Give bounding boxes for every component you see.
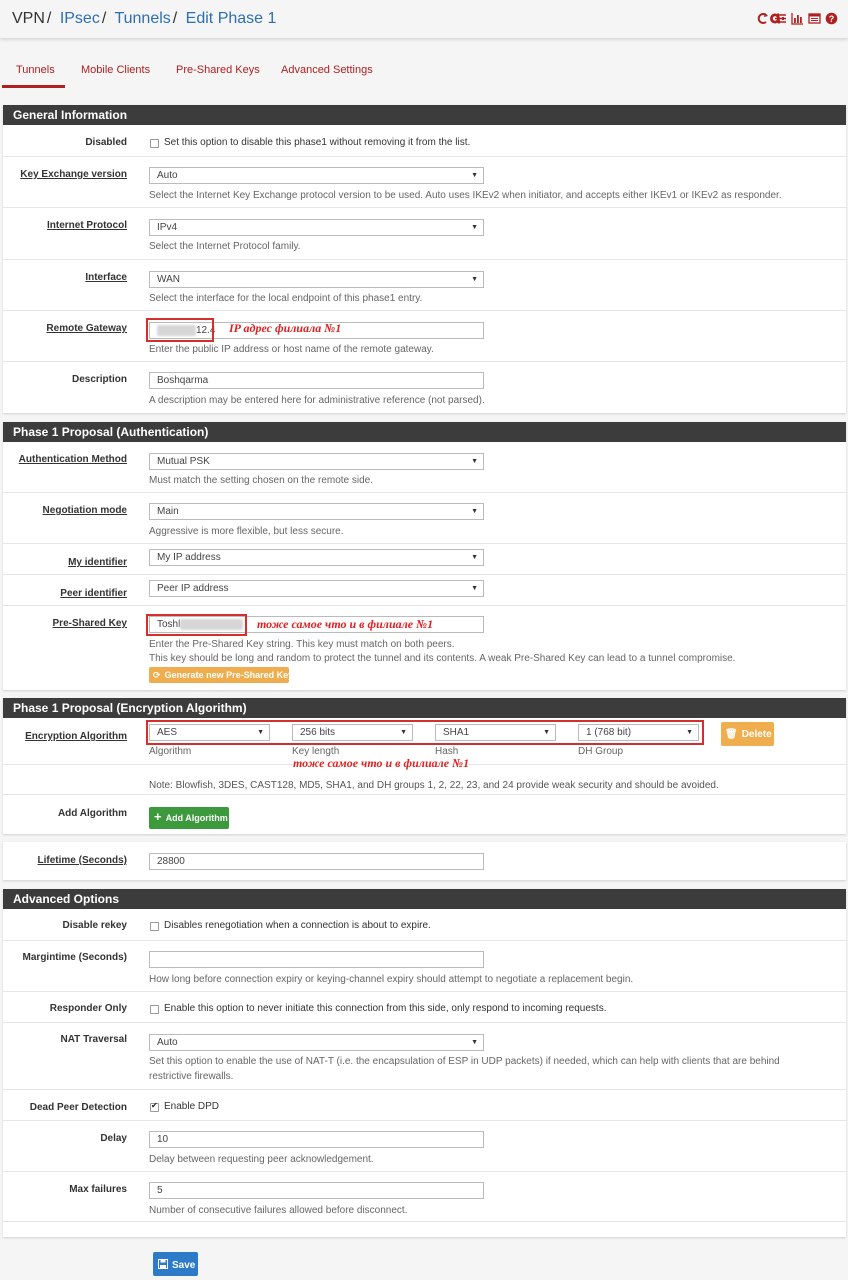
breadcrumb-ipsec[interactable]: IPsec bbox=[59, 10, 100, 27]
description-help: A description may be entered here for administrative reference (not parsed). bbox=[149, 395, 485, 406]
interface-label: Interface bbox=[85, 272, 127, 283]
max-failures-help: Number of consecutive failures allowed before disconnect. bbox=[149, 1205, 408, 1216]
disable-rekey-label: Disable rekey bbox=[62, 920, 127, 931]
responder-only-label: Responder Only bbox=[49, 1003, 127, 1014]
dh-group-value: 1 (768 bit) bbox=[586, 727, 632, 738]
gateway-annotation: IP адрес филиала №1 bbox=[229, 321, 342, 335]
my-identifier-label: My identifier bbox=[68, 557, 127, 568]
chevron-down-icon: ▼ bbox=[400, 729, 407, 736]
chevron-down-icon: ▼ bbox=[471, 1039, 478, 1046]
description-value: Boshqarma bbox=[157, 375, 209, 386]
delete-label: Delete bbox=[741, 729, 772, 740]
encryption-note: Note: Blowfish, 3DES, CAST128, MD5, SHA1, and DH groups 1, 2, 22, 23, and 24 provide weak security and should be avoided. bbox=[149, 780, 719, 791]
ip-select[interactable] bbox=[149, 219, 484, 236]
chevron-down-icon: ▼ bbox=[543, 729, 550, 736]
disable-rekey-checkbox[interactable] bbox=[150, 922, 159, 931]
tab-bar bbox=[0, 60, 848, 90]
add-algorithm-label: Add Algorithm bbox=[57, 808, 127, 819]
dpd-checkbox[interactable] bbox=[150, 1103, 159, 1112]
row-disable-rekey bbox=[3, 909, 846, 941]
lifetime-input[interactable] bbox=[149, 853, 484, 870]
restart-service-icon[interactable] bbox=[757, 12, 770, 25]
margintime-help: How long before connection expiry or keying-channel expiry should attempt to negotiate a replacement begin. bbox=[149, 974, 634, 985]
lifetime-label: Lifetime (Seconds) bbox=[37, 855, 127, 866]
disable-rekey-text: Disables renegotiation when a connection is about to expire. bbox=[164, 920, 431, 931]
tab-advanced-settings[interactable]: Advanced Settings bbox=[281, 64, 373, 76]
description-input[interactable] bbox=[149, 372, 484, 389]
top-bar bbox=[0, 0, 848, 39]
chevron-down-icon: ▼ bbox=[257, 729, 264, 736]
disabled-text: Set this option to disable this phase1 without removing it from the list. bbox=[164, 137, 471, 148]
breadcrumb: VPN / IPsec / Tunnels / Edit Phase 1 bbox=[12, 10, 277, 27]
row-delay bbox=[3, 1121, 846, 1172]
peer-identifier-label: Peer identifier bbox=[60, 588, 127, 599]
delay-input[interactable] bbox=[149, 1131, 484, 1148]
floppy-disk-icon bbox=[158, 1259, 168, 1271]
nat-traversal-help-1: Set this option to enable the use of NAT-T (i.e. the encapsulation of ESP in UDP packets) if needed, which can help with clients that are behind bbox=[149, 1056, 780, 1067]
chevron-down-icon: ▼ bbox=[471, 172, 478, 179]
chevron-down-icon: ▼ bbox=[471, 276, 478, 283]
settings-sliders-icon[interactable] bbox=[774, 12, 787, 25]
margintime-label: Margintime (Seconds) bbox=[22, 952, 127, 963]
row-encryption-algorithm bbox=[3, 718, 846, 770]
lifetime-value: 28800 bbox=[157, 856, 185, 867]
keylength-caption: Key length bbox=[292, 746, 340, 757]
nat-traversal-label: NAT Traversal bbox=[60, 1034, 127, 1045]
max-failures-value: 5 bbox=[157, 1185, 163, 1196]
panel-authentication bbox=[3, 422, 846, 690]
active-tab-indicator bbox=[2, 85, 65, 88]
delay-label: Delay bbox=[100, 1133, 127, 1144]
panel-title: Advanced Options bbox=[3, 889, 846, 909]
encryption-label: Encryption Algorithm bbox=[25, 731, 127, 742]
chevron-down-icon: ▼ bbox=[471, 508, 478, 515]
breadcrumb-tunnels[interactable]: Tunnels bbox=[114, 10, 171, 27]
generate-psk-label: Generate new Pre-Shared Key bbox=[164, 670, 294, 680]
row-internet-protocol bbox=[3, 208, 846, 260]
psk-help-1: Enter the Pre-Shared Key string. This key must match on both peers. bbox=[149, 639, 455, 650]
panel-title: Phase 1 Proposal (Authentication) bbox=[3, 422, 846, 442]
description-label: Description bbox=[71, 374, 127, 385]
row-negotiation bbox=[3, 493, 846, 544]
encryption-annotation: тоже самое что и в филиале №1 bbox=[293, 756, 470, 770]
save-button[interactable] bbox=[153, 1252, 198, 1276]
row-max-failures bbox=[3, 1172, 846, 1222]
chevron-down-icon: ▼ bbox=[471, 224, 478, 231]
row-margintime bbox=[3, 941, 846, 992]
row-key-exchange bbox=[3, 157, 846, 208]
nat-traversal-select[interactable] bbox=[149, 1034, 484, 1051]
remote-gateway-value: 12.4 bbox=[195, 325, 216, 336]
remote-gateway-label: Remote Gateway bbox=[46, 323, 127, 334]
auth-method-value: Mutual PSK bbox=[157, 456, 210, 467]
row-encryption-note bbox=[3, 765, 846, 795]
responder-only-text: Enable this option to never initiate this connection from this side, only respond to incoming requests. bbox=[164, 1003, 607, 1014]
psk-annotation: тоже самое что и в филиале №1 bbox=[257, 617, 434, 631]
auth-method-help: Must match the setting chosen on the remote side. bbox=[149, 475, 374, 486]
ip-help: Select the Internet Protocol family. bbox=[149, 241, 301, 252]
annotation-box bbox=[146, 720, 704, 745]
help-icon[interactable] bbox=[825, 12, 838, 25]
row-description bbox=[3, 362, 846, 413]
peer-identifier-value: Peer IP address bbox=[157, 583, 229, 594]
psk-value: Toshl bbox=[157, 619, 181, 630]
row-my-identifier bbox=[3, 544, 846, 575]
kev-help: Select the Internet Key Exchange protocol version to be used. Auto uses IKEv2 when initiator, and accepts either IKEv1 or IKEv2 as responder. bbox=[149, 190, 782, 201]
save-label: Save bbox=[172, 1260, 196, 1271]
refresh-icon: ⟳ bbox=[153, 670, 161, 680]
negotiation-help: Aggressive is more flexible, but less secure. bbox=[149, 526, 344, 537]
status-chart-icon[interactable] bbox=[791, 12, 804, 25]
algorithm-value: AES bbox=[157, 727, 178, 738]
delete-algorithm-button[interactable] bbox=[721, 722, 774, 746]
negotiation-label: Negotiation mode bbox=[42, 505, 127, 516]
annotation-box bbox=[146, 318, 214, 342]
generate-psk-button[interactable] bbox=[149, 667, 294, 683]
dpd-label: Dead Peer Detection bbox=[29, 1102, 127, 1113]
psk-label: Pre-Shared Key bbox=[52, 618, 127, 629]
auth-method-select[interactable] bbox=[149, 453, 484, 470]
remote-gateway-help: Enter the public IP address or host name of the remote gateway. bbox=[149, 344, 434, 355]
my-identifier-select[interactable] bbox=[149, 549, 484, 566]
algorithm-caption: Algorithm bbox=[149, 746, 192, 757]
nat-traversal-help-2: restrictive firewalls. bbox=[149, 1071, 234, 1082]
kev-value: Auto bbox=[157, 170, 178, 181]
row-disabled bbox=[3, 125, 846, 157]
plus-icon: + bbox=[154, 809, 162, 824]
row-nat-traversal bbox=[3, 1023, 846, 1090]
row-preshared-key bbox=[3, 606, 846, 690]
row-add-algorithm bbox=[3, 795, 846, 834]
my-identifier-value: My IP address bbox=[157, 552, 221, 563]
breadcrumb-vpn: VPN bbox=[12, 10, 45, 27]
add-algorithm-button-label: Add Algorithm bbox=[165, 813, 228, 823]
chevron-down-icon: ▼ bbox=[471, 554, 478, 561]
trash-icon: 🗑 bbox=[725, 729, 738, 740]
dh-group-caption: DH Group bbox=[578, 746, 624, 757]
dpd-text: Enable DPD bbox=[164, 1101, 220, 1112]
interface-help: Select the interface for the local endpoint of this phase1 entry. bbox=[149, 293, 423, 304]
delay-help: Delay between requesting peer acknowledgement. bbox=[149, 1154, 374, 1165]
disabled-checkbox[interactable] bbox=[150, 139, 159, 148]
log-icon[interactable] bbox=[808, 12, 821, 25]
margintime-input[interactable] bbox=[149, 951, 484, 968]
hash-value: SHA1 bbox=[443, 727, 470, 738]
svg-text:?: ? bbox=[828, 14, 835, 24]
kev-select[interactable] bbox=[149, 167, 484, 184]
top-icons bbox=[757, 12, 838, 25]
auth-method-label: Authentication Method bbox=[18, 454, 127, 465]
chevron-down-icon: ▼ bbox=[471, 585, 478, 592]
keylength-value: 256 bits bbox=[300, 727, 336, 738]
kev-label: Key Exchange version bbox=[20, 169, 127, 180]
tab-tunnels[interactable]: Tunnels bbox=[16, 64, 55, 76]
disabled-label: Disabled bbox=[85, 137, 127, 148]
delay-value: 10 bbox=[157, 1134, 169, 1145]
ip-value: IPv4 bbox=[157, 222, 178, 233]
negotiation-value: Main bbox=[157, 506, 179, 517]
panel-lifetime bbox=[3, 842, 846, 880]
negotiation-select[interactable] bbox=[149, 503, 484, 520]
panel-title: Phase 1 Proposal (Encryption Algorithm) bbox=[3, 698, 846, 718]
panel-encryption bbox=[3, 698, 846, 834]
max-failures-input[interactable] bbox=[149, 1182, 484, 1199]
tab-preshared-keys[interactable]: Pre-Shared Keys bbox=[176, 64, 260, 76]
annotation-box bbox=[146, 614, 247, 636]
psk-help-2: This key should be long and random to protect the tunnel and its contents. A weak Pre-Shared Key can lead to a tunnel compromise. bbox=[149, 653, 736, 664]
row-peer-identifier bbox=[3, 575, 846, 606]
ip-label: Internet Protocol bbox=[46, 220, 127, 231]
add-algorithm-button[interactable] bbox=[149, 807, 229, 829]
interface-value: WAN bbox=[157, 274, 180, 285]
panel-title: General Information bbox=[3, 105, 846, 125]
peer-identifier-select[interactable] bbox=[149, 580, 484, 597]
row-responder-only bbox=[3, 992, 846, 1023]
chevron-down-icon: ▼ bbox=[686, 729, 693, 736]
hash-caption: Hash bbox=[435, 746, 459, 757]
panel-general bbox=[3, 105, 846, 413]
row-remote-gateway bbox=[3, 311, 846, 362]
max-failures-label: Max failures bbox=[69, 1184, 127, 1195]
tab-mobile-clients[interactable]: Mobile Clients bbox=[81, 64, 151, 76]
panel-advanced bbox=[3, 889, 846, 1237]
nat-traversal-value: Auto bbox=[157, 1037, 178, 1048]
row-dpd bbox=[3, 1090, 846, 1121]
chevron-down-icon: ▼ bbox=[471, 458, 478, 465]
responder-only-checkbox[interactable] bbox=[150, 1005, 159, 1014]
interface-select[interactable] bbox=[149, 271, 484, 288]
breadcrumb-edit-phase1[interactable]: Edit Phase 1 bbox=[185, 10, 277, 27]
row-auth-method bbox=[3, 442, 846, 493]
row-interface bbox=[3, 260, 846, 311]
